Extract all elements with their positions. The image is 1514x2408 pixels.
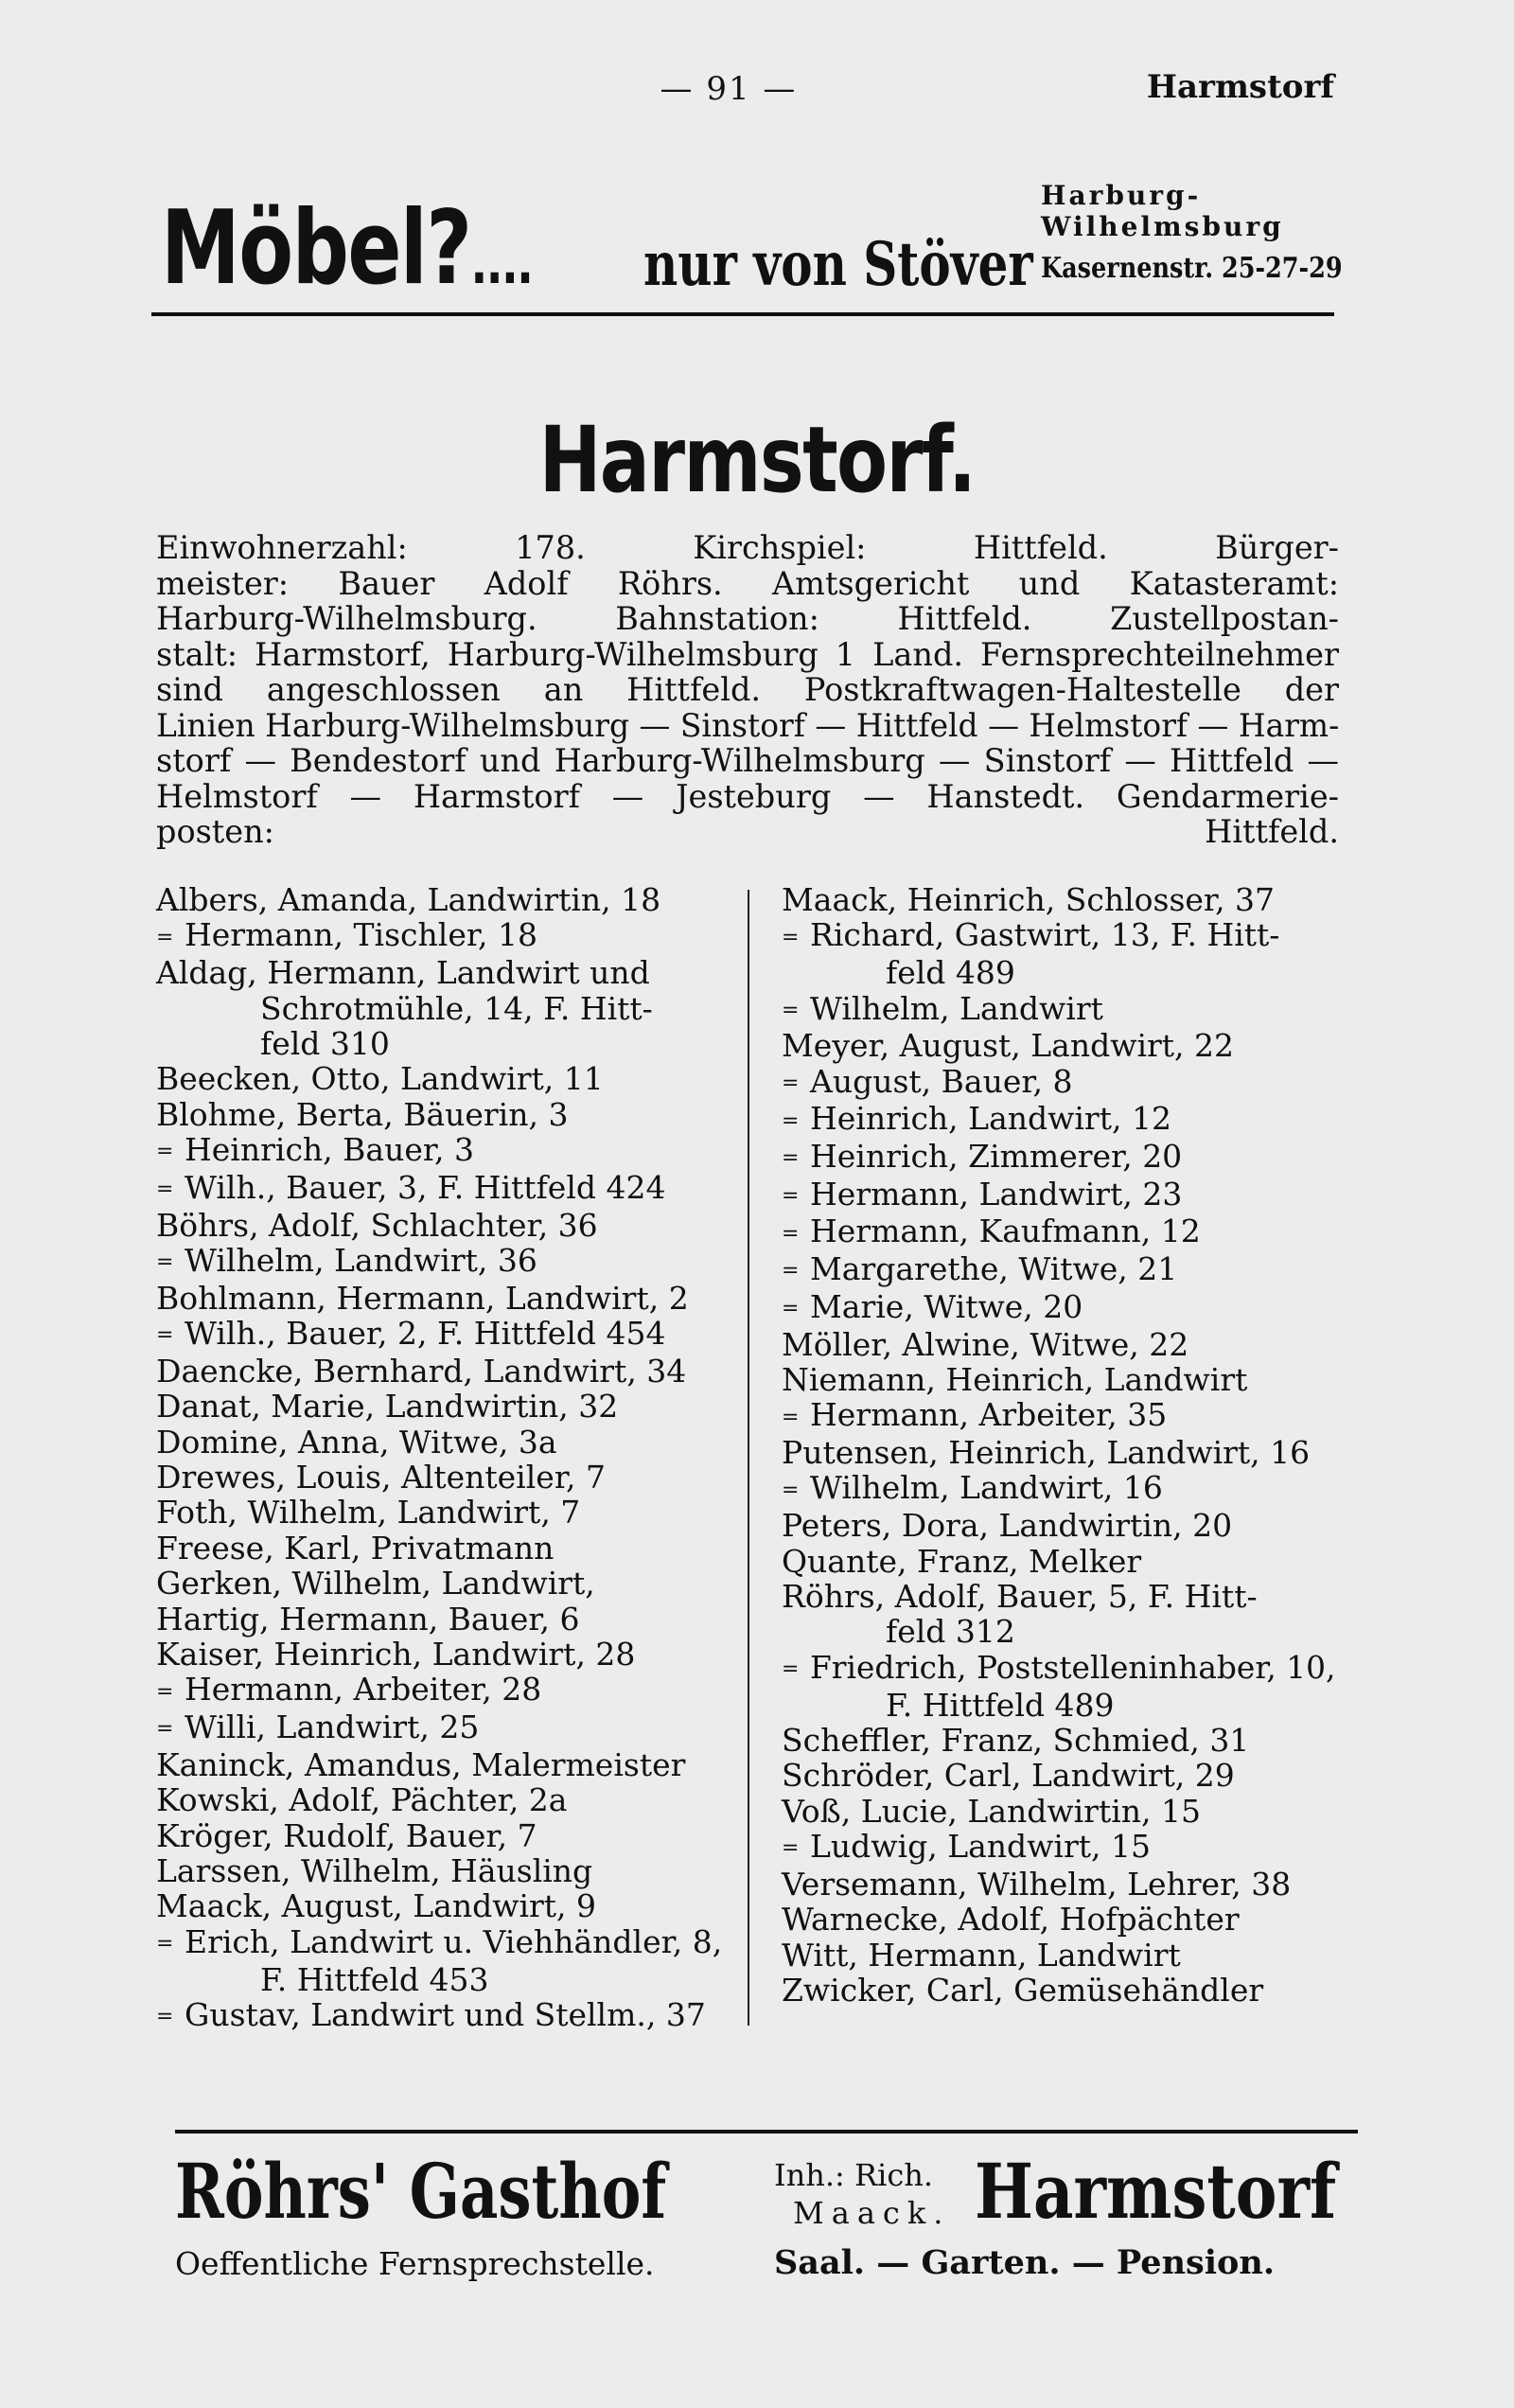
entry-text: Scheffler, Franz, Schmied, 31 [782, 1721, 1250, 1759]
directory-entry [156, 991, 743, 1026]
entry-text: Voß, Lucie, Landwirtin, 15 [782, 1792, 1201, 1830]
entry-text: F. Hittfeld 453 [260, 1960, 489, 1998]
entry-text: Heinrich, Landwirt, 12 [810, 1100, 1171, 1138]
directory-entry [782, 1688, 1340, 1723]
left-column [156, 882, 743, 2035]
directory-entry [782, 1397, 1340, 1435]
entry-text: Wilh., Bauer, 2, F. Hittfeld 454 [185, 1315, 666, 1353]
entry-text: Blohme, Berta, Bäuerin, 3 [156, 1095, 569, 1133]
entry-text: Wilhelm, Landwirt, 36 [185, 1241, 537, 1279]
directory-entry [782, 917, 1340, 955]
entry-text: Wilhelm, Landwirt, 16 [810, 1469, 1163, 1507]
entry-text: Hartig, Hermann, Bauer, 6 [156, 1600, 580, 1638]
directory-entry [782, 1435, 1340, 1470]
intro-line: Helmstorf — Harmstorf — Jesteburg — Hanstedt. Gendarmerie- [156, 777, 1339, 815]
directory-entry [156, 1170, 743, 1208]
entry-text: Böhrs, Adolf, Schlachter, 36 [156, 1206, 598, 1244]
entry-text: Marie, Witwe, 20 [810, 1287, 1083, 1325]
directory-entry [156, 1924, 743, 1962]
directory-entry [782, 1829, 1340, 1867]
entry-text: Witt, Hermann, Landwirt [782, 1936, 1181, 1974]
entry-text: Peters, Dora, Landwirtin, 20 [782, 1507, 1233, 1545]
directory-entry [782, 1470, 1340, 1508]
top-rule [151, 312, 1334, 316]
entry-text: Gustav, Landwirt und Stellm., 37 [185, 1995, 706, 2033]
directory-entry [156, 1425, 743, 1460]
directory-entry [156, 1818, 743, 1853]
entry-text: Richard, Gastwirt, 13, F. Hitt- [810, 916, 1280, 954]
entry-text: Hermann, Landwirt, 23 [810, 1175, 1183, 1213]
directory-entry [156, 1495, 743, 1530]
entry-text: Maack, August, Landwirt, 9 [156, 1887, 597, 1925]
directory-entry [156, 1061, 743, 1096]
directory-entry [156, 1531, 743, 1566]
ad-headline: Möbel?.... [161, 189, 533, 308]
directory-entry [782, 1177, 1340, 1214]
ad-city-2: Wilhelmsburg [1041, 211, 1284, 242]
page-title: Harmstorf. [538, 407, 976, 513]
directory-entry [156, 1888, 743, 1923]
directory-entry [156, 1281, 743, 1316]
intro-line: Einwohnerzahl: 178. Kirchspiel: Hittfeld. Bürger- [156, 529, 1339, 566]
advertisement-stoever [151, 180, 1343, 322]
entry-text: Quante, Franz, Melker [782, 1542, 1142, 1580]
entry-text: Kaiser, Heinrich, Landwirt, 28 [156, 1636, 636, 1673]
directory-entry [156, 1566, 743, 1601]
entry-text: August, Bauer, 8 [810, 1062, 1073, 1100]
entry-text: Aldag, Hermann, Landwirt und [156, 954, 650, 992]
entry-text: Willi, Landwirt, 25 [185, 1709, 480, 1746]
entry-text: F. Hittfeld 489 [886, 1686, 1115, 1724]
ad-dots: .... [470, 231, 533, 297]
entry-text: feld 312 [886, 1613, 1015, 1651]
entry-text: Maack, Heinrich, Schlosser, 37 [782, 881, 1276, 918]
directory-entry [782, 1902, 1340, 1937]
directory-entry [156, 1997, 743, 2035]
directory-entry [782, 1064, 1340, 1102]
right-column [782, 882, 1340, 2008]
ad-address-block [1041, 180, 1343, 285]
entry-text: Kowski, Adolf, Pächter, 2a [156, 1781, 568, 1819]
directory-entry [782, 882, 1340, 917]
entry-text: Larssen, Wilhelm, Häusling [156, 1852, 593, 1890]
entry-text: Kaninck, Amandus, Malermeister [156, 1745, 686, 1783]
entry-text: Möller, Alwine, Witwe, 22 [782, 1325, 1189, 1363]
intro-line: stalt: Harmstorf, Harburg-Wilhelmsburg 1 Land. Fernsprechteilnehmer [156, 635, 1339, 673]
entry-text: Bohlmann, Hermann, Landwirt, 2 [156, 1279, 689, 1317]
gasthof-name: Röhrs' Gasthof [175, 2147, 667, 2236]
entry-text: Beecken, Otto, Landwirt, 11 [156, 1060, 604, 1098]
directory-entry [782, 1508, 1340, 1543]
directory-entry [156, 1782, 743, 1817]
column-divider [748, 890, 749, 2026]
page-number: — 91 — [660, 70, 798, 108]
entry-text: Schröder, Carl, Landwirt, 29 [782, 1757, 1235, 1795]
directory-entry [782, 1723, 1340, 1758]
directory-entry [782, 1251, 1340, 1289]
intro-paragraph [156, 530, 1339, 850]
intro-line: storf — Bendestorf und Harburg-Wilhelmsburg — Sinstorf — Hittfeld — [156, 742, 1339, 779]
directory-entry [156, 1026, 743, 1061]
directory-entry [782, 1650, 1340, 1688]
directory-entry [156, 1637, 743, 1672]
owner-line-1: Inh.: Rich. [774, 2157, 934, 2193]
directory-entry [156, 1747, 743, 1782]
entry-text: Heinrich, Bauer, 3 [185, 1131, 474, 1169]
directory-entry [782, 1973, 1340, 2008]
directory-entry [782, 1614, 1340, 1649]
owner-line-2: Maack. [793, 2195, 951, 2231]
entry-text: Kröger, Rudolf, Bauer, 7 [156, 1816, 537, 1854]
directory-entry [782, 1327, 1340, 1362]
directory-entry [782, 1794, 1340, 1829]
entry-text: Foth, Wilhelm, Landwirt, 7 [156, 1494, 581, 1532]
directory-entry [782, 1544, 1340, 1579]
entry-text: Hermann, Kaufmann, 12 [810, 1213, 1201, 1250]
directory-entry [782, 1213, 1340, 1251]
running-head: Harmstorf [1146, 68, 1334, 106]
directory-entry [156, 1962, 743, 1997]
entry-text: Hermann, Arbeiter, 28 [185, 1671, 542, 1709]
advertisement-gasthof [170, 2147, 1363, 2289]
directory-entry [782, 1362, 1340, 1397]
entry-text: Putensen, Heinrich, Landwirt, 16 [782, 1434, 1311, 1472]
directory-entry [782, 1579, 1340, 1614]
entry-text: feld 310 [260, 1024, 390, 1062]
entry-text: Ludwig, Landwirt, 15 [810, 1828, 1151, 1866]
directory-entry [156, 917, 743, 955]
entry-text: Albers, Amanda, Landwirtin, 18 [156, 881, 661, 918]
entry-text: Warnecke, Adolf, Hofpächter [782, 1901, 1240, 1939]
intro-line: meister: Bauer Adolf Röhrs. Amtsgericht und Katasteramt: [156, 564, 1339, 602]
entry-text: Versemann, Wilhelm, Lehrer, 38 [782, 1865, 1292, 1903]
entry-text: Drewes, Louis, Altenteiler, 7 [156, 1458, 606, 1496]
directory-entry [156, 1316, 743, 1354]
intro-line: Harburg-Wilhelmsburg. Bahnstation: Hittfeld. Zustellpostan- [156, 600, 1339, 637]
directory-entry [156, 1354, 743, 1389]
entry-text: Domine, Anna, Witwe, 3a [156, 1423, 557, 1461]
ad-street: Kasernenstr. 25-27-29 [1041, 252, 1343, 285]
directory-entry [782, 955, 1340, 990]
entry-text: feld 489 [886, 954, 1015, 992]
gasthof-phone: Oeffentliche Fernsprechstelle. [175, 2245, 655, 2282]
directory-entry [782, 1938, 1340, 1973]
gasthof-place: Harmstorf [975, 2147, 1337, 2236]
entry-text: Hermann, Tischler, 18 [185, 916, 537, 954]
directory-entry [782, 1101, 1340, 1139]
intro-line: Linien Harburg-Wilhelmsburg — Sinstorf — Hittfeld — Helmstorf — Harm- [156, 706, 1340, 744]
directory-entry [156, 955, 743, 990]
directory-entry [156, 882, 743, 917]
directory-entry [156, 1709, 743, 1747]
directory-entry [782, 1139, 1340, 1177]
intro-line: posten: Hittfeld. [156, 813, 1339, 850]
gasthof-owner [774, 2156, 963, 2232]
entry-text: Wilhelm, Landwirt [810, 989, 1103, 1027]
directory-entry [156, 1602, 743, 1637]
directory-entry [156, 1097, 743, 1132]
directory-entry [782, 1867, 1340, 1902]
bottom-rule [175, 2130, 1358, 2134]
entry-text: Margarethe, Witwe, 21 [810, 1250, 1178, 1288]
gasthof-services: Saal. — Garten. — Pension. [774, 2243, 1275, 2282]
entry-text: Freese, Karl, Privatmann [156, 1529, 555, 1567]
directory-entry [782, 1758, 1340, 1793]
entry-text: Schrotmühle, 14, F. Hitt- [260, 989, 653, 1027]
directory-entry [156, 1672, 743, 1709]
directory-entry [782, 991, 1340, 1029]
entry-text: Hermann, Arbeiter, 35 [810, 1396, 1168, 1434]
entry-text: Gerken, Wilhelm, Landwirt, [156, 1565, 595, 1602]
directory-entry [156, 1853, 743, 1888]
entry-text: Röhrs, Adolf, Bauer, 5, F. Hitt- [782, 1577, 1258, 1615]
entry-text: Niemann, Heinrich, Landwirt [782, 1360, 1248, 1398]
entry-text: Friedrich, Poststelleninhaber, 10, [810, 1648, 1336, 1686]
entry-text: Wilh., Bauer, 3, F. Hittfeld 424 [185, 1168, 666, 1206]
entry-text: Zwicker, Carl, Gemüsehändler [782, 1972, 1264, 2010]
entry-text: Heinrich, Zimmerer, 20 [810, 1138, 1183, 1176]
directory-entry [156, 1132, 743, 1170]
directory-entry [156, 1460, 743, 1495]
ad-slogan: nur von Stöver [643, 229, 1033, 300]
directory-entry [782, 1028, 1340, 1063]
entry-text: Daencke, Bernhard, Landwirt, 34 [156, 1352, 687, 1390]
entry-text: Danat, Marie, Landwirtin, 32 [156, 1388, 619, 1425]
directory-entry [156, 1243, 743, 1281]
entry-text: Erich, Landwirt u. Viehhändler, 8, [185, 1922, 723, 1960]
entry-text: Meyer, August, Landwirt, 22 [782, 1027, 1235, 1065]
intro-line: sind angeschlossen an Hittfeld. Postkraftwagen-Haltestelle der [156, 671, 1339, 708]
ad-city-1: Harburg- [1041, 180, 1202, 211]
directory-entry [782, 1289, 1340, 1327]
directory-entry [156, 1389, 743, 1424]
directory-entry [156, 1208, 743, 1243]
